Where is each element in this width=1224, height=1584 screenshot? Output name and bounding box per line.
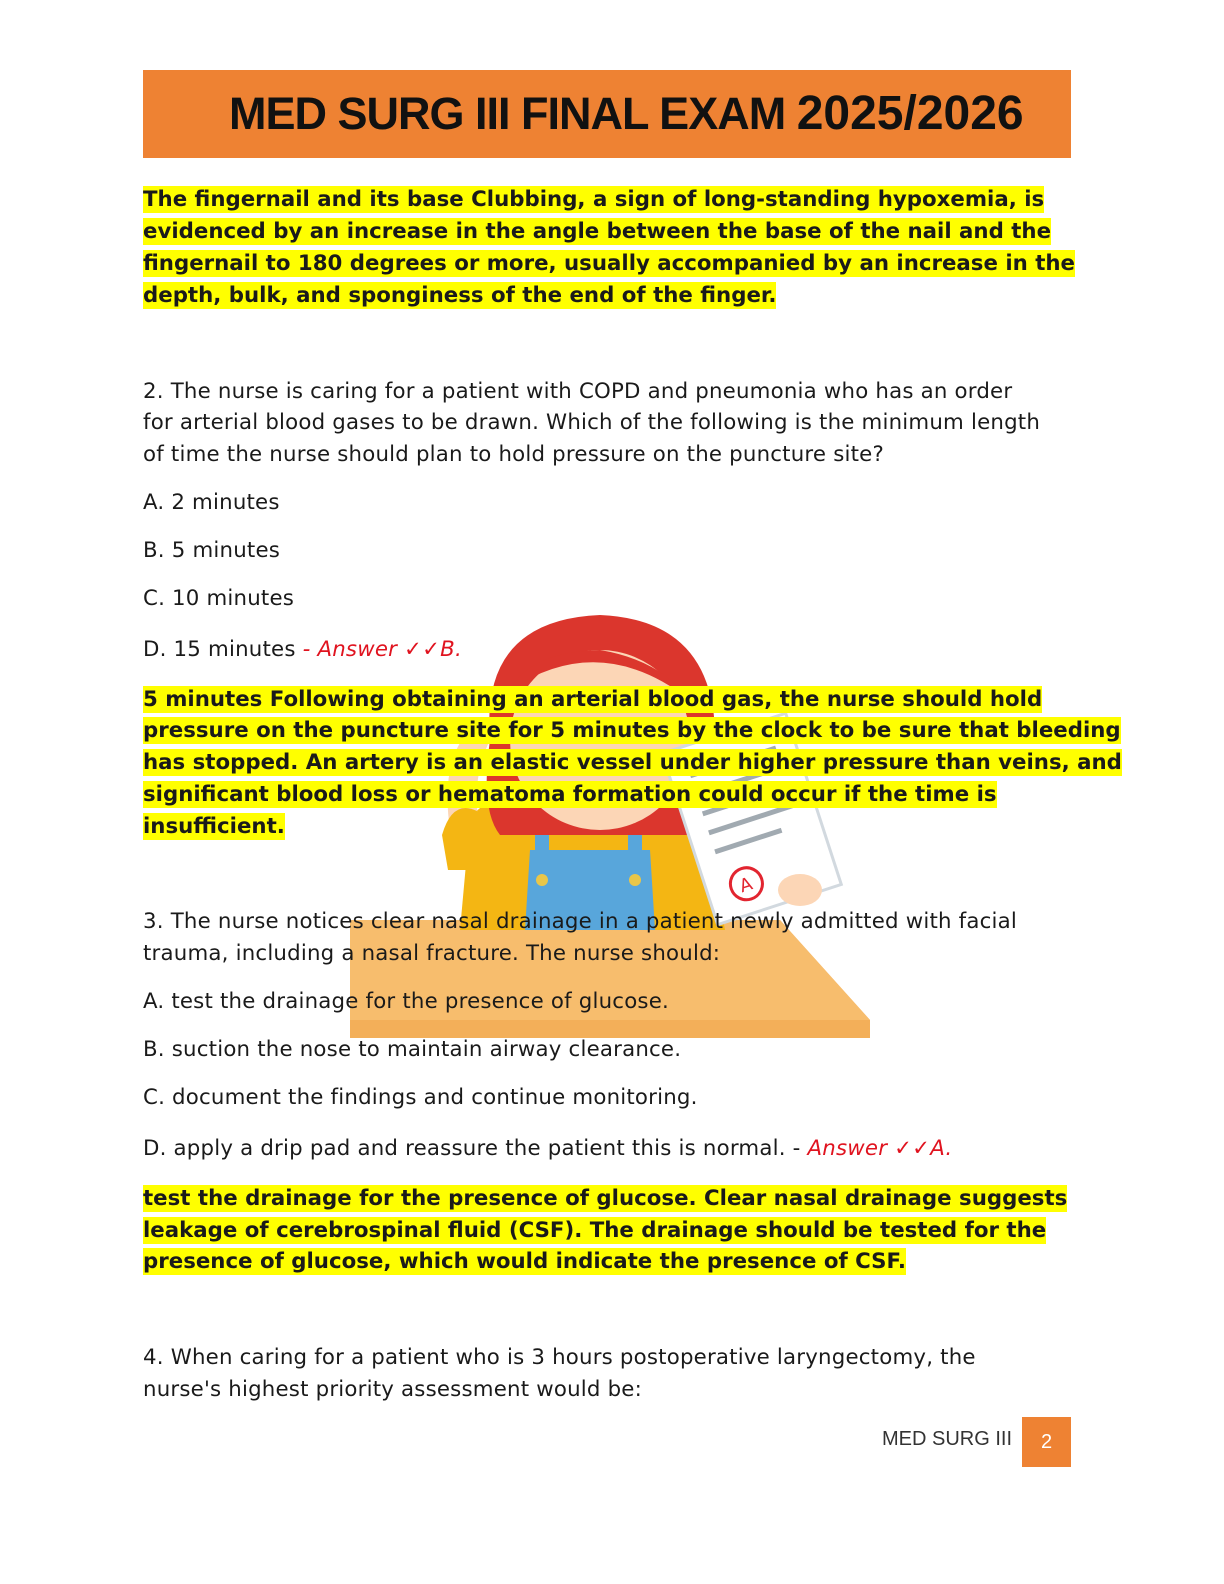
q3-option-a: A. test the drainage for the presence of glucose. <box>143 989 669 1014</box>
q3-option-d-row <box>143 1134 952 1164</box>
q2-answer-separator: - <box>295 637 318 662</box>
q3-option-d: D. apply a drip pad and reassure the patient this is normal. <box>143 1136 786 1161</box>
q2-option-d-row <box>143 635 462 665</box>
q2-rationale-line: 5 minutes Following obtaining an arterial blood gas, the nurse should hold <box>143 687 1043 712</box>
q4-stem-line: nurse's highest priority assessment would be: <box>143 1377 642 1402</box>
q3-stem-line: trauma, including a nasal fracture. The nurse should: <box>143 941 721 966</box>
q3-rationale-line: presence of glucose, which would indicate the presence of CSF. <box>143 1249 906 1274</box>
q2-option-d: D. 15 minutes <box>143 637 296 662</box>
q3-stem-line: 3. The nurse notices clear nasal drainage in a patient newly admitted with facial <box>143 909 1018 934</box>
footer-label: MED SURG III <box>882 1428 1013 1450</box>
title-text: MED SURG III FINAL EXAM <box>229 88 786 139</box>
title-year: 2025/2026 <box>796 87 1024 140</box>
q1-rationale-line: fingernail to 180 degrees or more, usually accompanied by an increase in the <box>143 251 1075 276</box>
q2-rationale-line: significant blood loss or hematoma formation could occur if the time is <box>143 782 997 807</box>
q3-rationale-line: leakage of cerebrospinal fluid (CSF). The drainage should be tested for the <box>143 1218 1047 1243</box>
page-title <box>229 80 1024 148</box>
q3-answer-separator: - <box>785 1136 808 1161</box>
q2-option-a: A. 2 minutes <box>143 490 280 515</box>
q3-option-c: C. document the findings and continue monitoring. <box>143 1085 698 1110</box>
q3-option-b: B. suction the nose to maintain airway clearance. <box>143 1037 682 1062</box>
q2-rationale-line: pressure on the puncture site for 5 minutes by the clock to be sure that bleeding <box>143 718 1121 743</box>
title-banner <box>143 70 1071 158</box>
q3-answer: Answer ✓✓A. <box>807 1136 953 1161</box>
q3-rationale-line: test the drainage for the presence of glucose. Clear nasal drainage suggests <box>143 1186 1068 1211</box>
q2-stem-line: for arterial blood gases to be drawn. Which of the following is the minimum length <box>143 410 1041 435</box>
page-number: 2 <box>1022 1417 1071 1467</box>
q2-option-c: C. 10 minutes <box>143 586 295 611</box>
q2-stem-line: 2. The nurse is caring for a patient with COPD and pneumonia who has an order <box>143 379 1013 404</box>
q1-rationale-line: The fingernail and its base Clubbing, a sign of long-standing hypoxemia, is <box>143 187 1045 212</box>
q4-stem-line: 4. When caring for a patient who is 3 hours postoperative laryngectomy, the <box>143 1345 976 1370</box>
q2-rationale-line: has stopped. An artery is an elastic vessel under higher pressure than veins, and <box>143 750 1122 775</box>
q2-answer: Answer ✓✓B. <box>317 637 462 662</box>
svg-text:A: A <box>736 873 756 898</box>
q2-rationale-line: insufficient. <box>143 814 285 839</box>
q1-rationale-line: depth, bulk, and sponginess of the end of the finger. <box>143 283 777 308</box>
q1-rationale-line: evidenced by an increase in the angle between the base of the nail and the <box>143 219 1052 244</box>
q2-option-b: B. 5 minutes <box>143 538 281 563</box>
q2-stem-line: of time the nurse should plan to hold pressure on the puncture site? <box>143 442 884 467</box>
